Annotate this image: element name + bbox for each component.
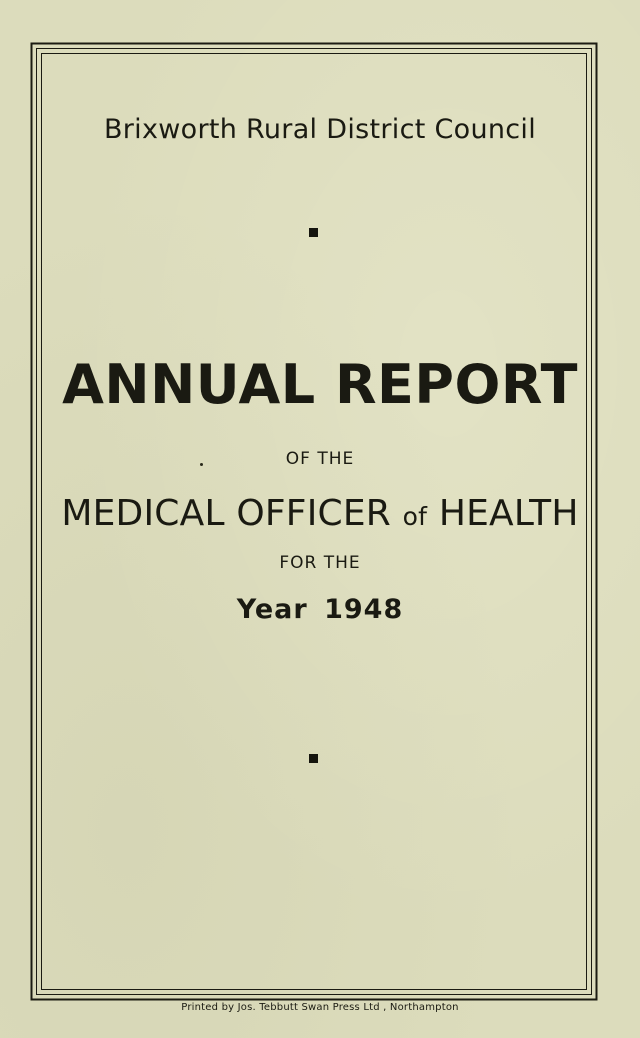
officer-heading-part2: HEALTH: [438, 493, 579, 534]
square-ornament-bottom: [309, 754, 318, 763]
report-title: ANNUAL REPORT: [62, 353, 578, 416]
square-ornament-top: [309, 228, 318, 237]
of-the-label: OF THE: [285, 449, 355, 469]
officer-heading-of: of: [402, 502, 428, 531]
council-name: Brixworth Rural District Council: [103, 114, 537, 145]
officer-heading-part1: MEDICAL OFFICER: [61, 493, 392, 534]
officer-heading: [0, 493, 640, 534]
for-the-label: FOR THE: [279, 553, 361, 573]
report-year: Year 1948: [236, 594, 404, 625]
printer-imprint: Printed by Jos. Tebbutt Swan Press Ltd , Northampton: [181, 1002, 459, 1013]
